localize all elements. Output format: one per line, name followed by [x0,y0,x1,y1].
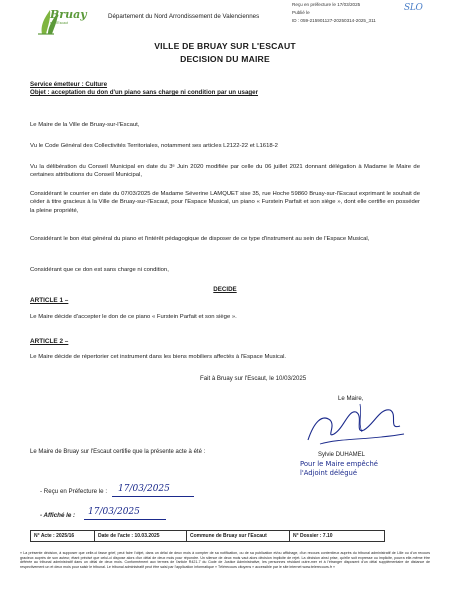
act-number: N° Acte : 2025/16 [31,531,95,541]
paragraph-considerant-courrier: Considérant le courrier en date du 07/03/2025 de Madame Séverine LAMQUET sise 35, rue Hoche 59860 Bruay-sur-l'Escaut exprimant le souhait de céder à titre gracieux à la Ville de Bruay-sur-l'Escaut, pour l'Espace Musical, un piano « Furstein Parfait et son siège », dont elle certifie en posséder la pleine propriété, [30,191,420,214]
article-1-text: Le Maire décide d'accepter le don de ce piano « Furstein Parfait et son siège ». [30,314,237,320]
received-label: - Reçu en Préfecture le : [40,488,108,495]
certification-statement: Le Maire de Bruay sur l'Escaut certifie que la présente acte à été : [30,449,206,455]
article-2-label: ARTICLE 2 – [30,338,69,345]
article-2-text: Le Maire décide de répertorier cet instrument dans les biens mobiliers affectés à l'Espace Musical. [30,354,287,360]
posted-date-handwritten: 17/03/2025 [88,507,140,517]
city-title: VILLE DE BRUAY SUR L'ESCAUT [154,41,296,51]
act-date: Date de l'acte : 10.03.2025 [95,531,187,541]
decision-title: DECISION DU MAIRE [180,54,270,64]
stamp-handwritten-code: SLO [404,3,423,13]
received-date-handwritten: 17/03/2025 [118,484,170,494]
issuing-service: Service émetteur : Culture [30,81,108,88]
place-and-date: Fait à Bruay sur l'Escaut, le 10/03/2025 [200,375,307,382]
stamp-id: ID : 059-215901127-20250314-2025_311 [292,18,376,23]
paragraph-vu-code: Vu le Code Général des Collectivités Territoriales, notamment ses articles L2122-22 et L1618-2 [30,143,278,149]
stamp-published: Publié le [292,10,310,15]
paragraph-mayor: Le Maire de la Ville de Bruay-sur-l'Escaut, [30,122,140,128]
received-date-underline [112,496,194,497]
logo-name: Bruay [50,8,87,21]
dossier-number: N° Dossier : 7.10 [293,533,333,539]
posted-label: - Affiché le : [40,512,76,519]
signatory-hand-line-2: l'Adjoint délégué [300,469,358,477]
mayor-label: Le Maire, [338,395,364,402]
department-header: Département du Nord Arrondissement de Valenciennes [108,13,260,20]
legal-appeal-notice: « La présente décision, à supposer que celle-ci fasse grief, peut faire l'objet, dans un délai de deux mois à compter de sa notification, ou de sa publication et/ou affichage, d'un recours contentieux auprès du tribunal administratif de Lille ou d'un recours gracieux auprès de son auteur, étant précisé que celui-ci dispose alors d'un délai de deux mois pour répondre. Un silence de deux mois vaut alors décision implicite de rejet. La décision ainsi prise, qu'elle soit expresse ou implicite, pourra elle-même être déférée au tribunal administratif dans un délai de deux mois. Conformément aux termes de l'article R421-7 du Code de Justice Administrative, les personnes résidant outre-mer et à l'étranger disposent d'un délai supplémentaire de distance de respectivement un et deux mois pour saisir le tribunal. Le tribunal administratif peut être saisi par l'application informatique « Télérecours citoyens » accessible par le site internet www.telerecours.fr » [20,551,430,569]
decision-subject: Objet : acceptation du don d'un piano sans charge ni condition par un usager [30,89,259,96]
signatory-handwritten-mention [300,460,378,478]
stamp-received: Reçu en préfecture le 17/03/2025 [292,2,361,7]
logo-subtitle: sur l'Escaut [50,21,68,25]
act-info-table [30,530,385,542]
paragraph-considerant-charge: Considérant que ce don est sans charge ni condition, [30,267,169,273]
paragraph-considerant-etat: Considérant le bon état général du piano et l'intérêt pédagogique de disposer de ce type d'instrument au sein de l'Espace Musical, [30,236,370,242]
commune-name: Commune de Bruay sur l'Escaut [187,531,290,541]
signatory-hand-line-1: Pour le Maire empêché [300,460,378,468]
decide-heading: DECIDE [213,286,237,293]
paragraph-vu-deliberation: Vu la délibération du Conseil Municipal en date du 3ᵉ Juin 2020 modifiée par celle du 06 juillet 2021 donnant délégation à Madame le Maire de certaines attributions du Conseil Municipal, [30,164,420,179]
prefecture-stamp [292,0,448,32]
posted-date-underline [84,519,166,520]
signature [300,400,410,452]
article-1-label: ARTICLE 1 – [30,297,69,304]
signatory-name: Sylvie DUHAMEL [318,452,366,458]
